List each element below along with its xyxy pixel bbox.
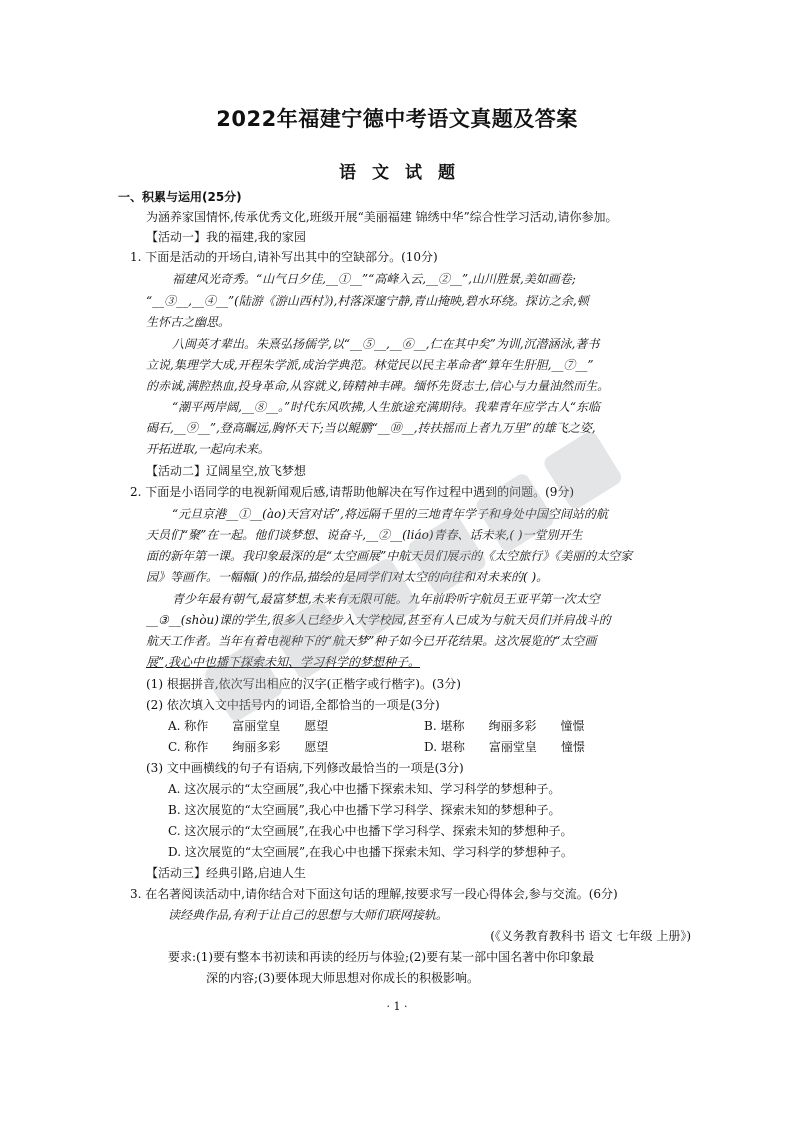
q1-text-line: 立说,集理学大成,开程朱学派,成治学典范。林觉民以民主革命者“算年生肝胆,__⑦__” (146, 358, 594, 372)
q1-text-line: 八闽英才辈出。朱熹弘扬儒学,以“__⑤__,__⑥__,仁在其中矣”为训,沉潜涵泳,著书 (172, 337, 600, 351)
option-c: C. 称作 绚丽多彩 愿望 (168, 740, 329, 754)
q1-text-line: 生怀古之幽思。 (146, 315, 231, 329)
q2-text-line: 面的新年第一课。我印象最深的是“太空画展”中航天员们展示的《太空旅行》《美丽的太空家 (146, 549, 633, 563)
option-b: B. 堪称 绚丽多彩 憧憬 (424, 719, 585, 733)
q1-text-line: 的赤诚,满腔热血,投身革命,从容就义,铸精神丰碑。缅怀先贤志士,信心与力量油然而生。 (146, 379, 610, 393)
q3-requirements: 深的内容;(3)要体现大师思想对你成长的积极影响。 (206, 971, 480, 985)
q2-text-line: “元旦京港__①__(ào)天宫对话”,将远隔千里的三地青年学子和身处中国空间站的航 (172, 507, 608, 521)
exam-subtitle: 语文试题 (339, 163, 471, 183)
q2-options-row (168, 740, 728, 755)
option-a: A. 这次展示的“太空画展”,我心中也播下探索未知、学习科学的梦想种子。 (168, 782, 561, 796)
activity-three-heading: 【活动三】经典引路,启迪人生 (146, 866, 306, 880)
option-a: A. 称作 富丽堂皇 愿望 (168, 719, 329, 733)
q1-text-line: 福建风光奇秀。“山气日夕佳,__①__”“高峰入云,__②__”,山川胜景,美如画卷; (172, 272, 576, 286)
q2-text-line: 航天工作者。当年有着电视种下的“航天梦”种子如今已开花结果。这次展览的“太空画 (146, 634, 597, 648)
q2-underlined-sentence: 展”,我心中也播下探索未知、学习科学的梦想种子。 (146, 655, 420, 669)
q2-options-row (168, 719, 728, 734)
q2-text-line: __③__(shòu)课的学生,很多人已经步入大学校园,甚至有人已成为与航天员们并肩战斗的 (146, 613, 611, 627)
question-1: 1. 下面是活动的开场白,请补写出其中的空缺部分。(10分) (130, 250, 438, 264)
option-d: D. 这次展览的“太空画展”,在我心中也播下探索未知、学习科学的梦想种子。 (168, 845, 573, 859)
q1-text-line: 开拓进取,一起向未来。 (146, 442, 270, 456)
q3-source: (《义务教育教科书 语文 七年级 上册》) (490, 929, 691, 943)
q2-sub-2: (2) 依次填入文中括号内的词语,全都恰当的一项是(3分) (146, 698, 440, 712)
activity-one-heading: 【活动一】我的福建,我的家园 (146, 230, 306, 244)
section-heading: 一、积累与运用(25分) (118, 190, 242, 204)
intro-text: 为涵养家国情怀,传承优秀文化,班级开展“美丽福建 锦绣中华”综合性学习活动,请你参加。 (146, 210, 618, 224)
question-2: 2. 下面是小语同学的电视新闻观后感,请帮助他解决在写作过程中遇到的问题。(9分) (130, 485, 575, 499)
q2-text-line: 园》等画作。一幅幅( )的作品,描绘的是同学们对太空的向往和对未来的( )。 (146, 570, 549, 584)
page-title: 2022年福建宁德中考语文真题及答案 (216, 107, 578, 131)
page-number: · 1 · (386, 1000, 408, 1013)
option-b: B. 这次展览的“太空画展”,我心中也播下学习科学、探索未知的梦想种子。 (168, 803, 561, 817)
option-c: C. 这次展示的“太空画展”,在我心中也播下学习科学、探索未知的梦想种子。 (168, 824, 573, 838)
q2-sub-1: (1) 根据拼音,依次写出相应的汉字(正楷字或行楷字)。(3分) (146, 677, 461, 691)
q1-text-line: “__③__,__④__”(陆游《游山西村》),村落深邃宁静,青山掩映,碧水环绕。探访之余,顿 (146, 294, 589, 308)
q2-sub-3: (3) 文中画横线的句子有语病,下列修改最恰当的一项是(3分) (146, 761, 464, 775)
q3-requirements: 要求:(1)要有整本书初读和再读的经历与体验;(2)要有某一部中国名著中你印象最 (168, 950, 595, 964)
activity-two-heading: 【活动二】辽阔星空,放飞梦想 (146, 464, 306, 478)
q1-text-line: 碣石,__⑨__”,登高瞩远,胸怀天下;当以鲲鹏“__⑩__,抟扶摇而上者九万里”的雄飞之姿, (146, 421, 596, 435)
q3-quote: 读经典作品,有利于让自己的思想与大师们联网接轨。 (168, 908, 448, 922)
q2-text-line: 青少年最有朝气,最富梦想,未来有无限可能。九年前聆听宇航员王亚平第一次太空 (172, 592, 600, 606)
option-d: D. 堪称 富丽堂皇 憧憬 (424, 740, 585, 754)
q1-text-line: “潮平两岸阔,__⑧__。”时代东风吹拂,人生旅途充满期待。我辈青年应学古人“东临 (172, 400, 601, 414)
q2-text-line: 天员们“聚”在一起。他们谈梦想、说奋斗,__②__(liáo)青春、话未来,( )一堂别开生 (146, 528, 583, 542)
question-3: 3. 在名著阅读活动中,请你结合对下面这句话的理解,按要求写一段心得体会,参与交流。(6分) (130, 887, 618, 901)
